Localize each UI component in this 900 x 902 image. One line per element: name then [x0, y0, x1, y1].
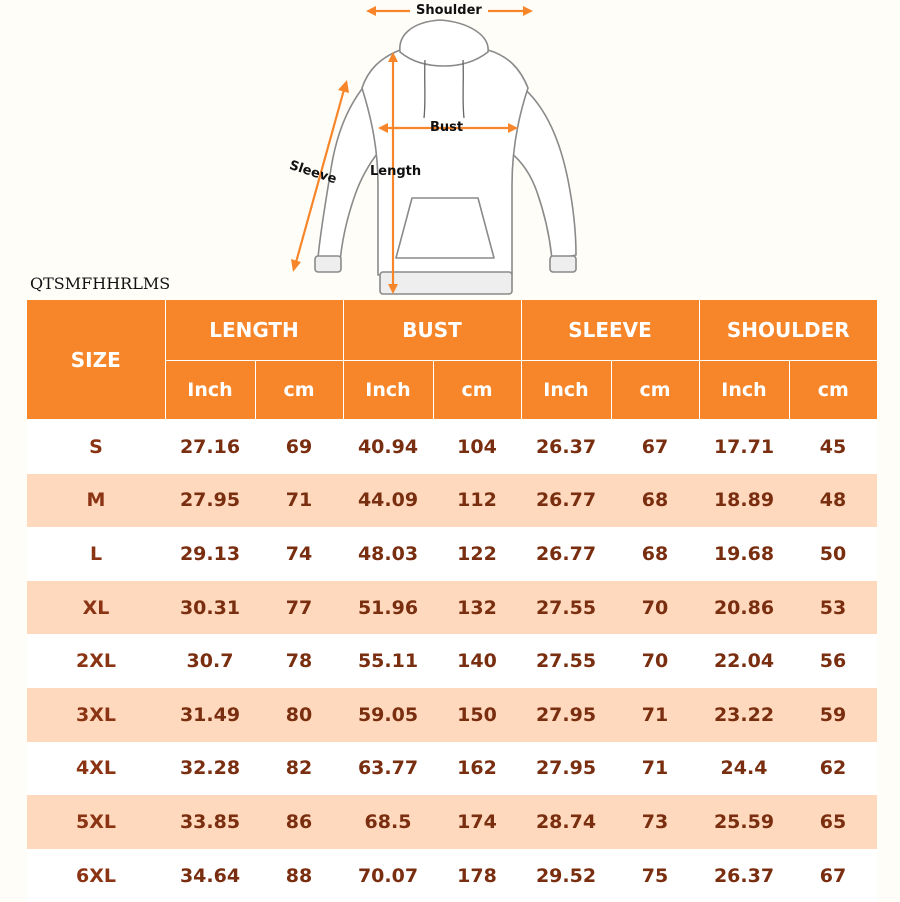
sleeve-arrow-head-top	[338, 80, 349, 93]
measurement-cell: 45	[789, 420, 877, 474]
hoodie-waistband	[380, 272, 512, 294]
measurement-cell: 104	[433, 420, 521, 474]
measurement-cell: 174	[433, 795, 521, 849]
measurement-cell: 67	[789, 849, 877, 902]
measurement-cell: 51.96	[343, 581, 433, 635]
measurement-cell: 28.74	[521, 795, 611, 849]
measurement-cell: 150	[433, 688, 521, 742]
measurement-cell: 27.55	[521, 634, 611, 688]
measurement-cell: 26.37	[699, 849, 789, 902]
measurement-cell: 24.4	[699, 742, 789, 796]
hoodie-left-cuff	[315, 256, 341, 272]
measurement-cell: 69	[255, 420, 343, 474]
hoodie-hood	[400, 20, 488, 66]
measurement-cell: 75	[611, 849, 699, 902]
measurement-cell: 71	[255, 474, 343, 528]
measurement-cell: 27.95	[165, 474, 255, 528]
measurement-cell: 74	[255, 527, 343, 581]
shoulder-label: Shoulder	[410, 3, 488, 18]
measurement-cell: 27.95	[521, 688, 611, 742]
measurement-cell: 132	[433, 581, 521, 635]
size-cell: 4XL	[27, 742, 165, 796]
measurement-cell: 27.16	[165, 420, 255, 474]
measurement-cell: 71	[611, 742, 699, 796]
measurement-cell: 29.52	[521, 849, 611, 902]
measurement-cell: 63.77	[343, 742, 433, 796]
measurement-cell: 17.71	[699, 420, 789, 474]
unit-header: Inch	[165, 361, 255, 420]
measurement-cell: 59.05	[343, 688, 433, 742]
measurement-cell: 68.5	[343, 795, 433, 849]
measurement-cell: 65	[789, 795, 877, 849]
size-chart-table	[27, 300, 877, 902]
measurement-cell: 48.03	[343, 527, 433, 581]
table-row	[27, 581, 877, 635]
size-cell: 5XL	[27, 795, 165, 849]
table-row	[27, 634, 877, 688]
unit-header: cm	[789, 361, 877, 420]
measurement-cell: 73	[611, 795, 699, 849]
shoulder-group-header: SHOULDER	[699, 300, 877, 361]
table-row	[27, 742, 877, 796]
measurement-cell: 178	[433, 849, 521, 902]
size-cell: 2XL	[27, 634, 165, 688]
shoulder-arrow-head-right	[523, 6, 533, 16]
unit-header: Inch	[699, 361, 789, 420]
size-cell: XL	[27, 581, 165, 635]
unit-header: cm	[433, 361, 521, 420]
measurement-cell: 122	[433, 527, 521, 581]
table-row	[27, 527, 877, 581]
model-code: QTSMFHHRLMS	[30, 274, 170, 293]
table-row	[27, 849, 877, 902]
measurement-cell: 59	[789, 688, 877, 742]
unit-header: Inch	[343, 361, 433, 420]
size-column-header: SIZE	[27, 300, 165, 420]
measurement-cell: 82	[255, 742, 343, 796]
unit-header: Inch	[521, 361, 611, 420]
length-group-header: LENGTH	[165, 300, 343, 361]
length-label: Length	[370, 164, 421, 179]
sleeve-label: Sleeve	[287, 158, 338, 187]
measurement-cell: 70	[611, 634, 699, 688]
table-row	[27, 420, 877, 474]
shoulder-arrow-head-left	[366, 6, 376, 16]
measurement-cell: 30.7	[165, 634, 255, 688]
bust-label: Bust	[430, 120, 463, 135]
measurement-cell: 70	[611, 581, 699, 635]
measurement-cell: 18.89	[699, 474, 789, 528]
measurement-cell: 19.68	[699, 527, 789, 581]
measurement-cell: 34.64	[165, 849, 255, 902]
measurement-cell: 26.77	[521, 474, 611, 528]
hoodie-pocket	[396, 198, 494, 258]
measurement-cell: 68	[611, 527, 699, 581]
size-cell: S	[27, 420, 165, 474]
measurement-cell: 26.37	[521, 420, 611, 474]
measurement-cell: 27.55	[521, 581, 611, 635]
measurement-cell: 88	[255, 849, 343, 902]
measurement-cell: 33.85	[165, 795, 255, 849]
measurement-cell: 40.94	[343, 420, 433, 474]
measurement-cell: 68	[611, 474, 699, 528]
measurement-cell: 62	[789, 742, 877, 796]
measurement-cell: 27.95	[521, 742, 611, 796]
measurement-cell: 31.49	[165, 688, 255, 742]
unit-header: cm	[611, 361, 699, 420]
measurement-cell: 80	[255, 688, 343, 742]
measurement-cell: 30.31	[165, 581, 255, 635]
measurement-cell: 67	[611, 420, 699, 474]
size-cell: L	[27, 527, 165, 581]
measurement-cell: 71	[611, 688, 699, 742]
measurement-cell: 53	[789, 581, 877, 635]
size-table-body	[27, 420, 877, 902]
measurement-cell: 86	[255, 795, 343, 849]
measurement-cell: 55.11	[343, 634, 433, 688]
measurement-cell: 56	[789, 634, 877, 688]
measurement-cell: 20.86	[699, 581, 789, 635]
measurement-cell: 112	[433, 474, 521, 528]
unit-header: cm	[255, 361, 343, 420]
measurement-cell: 78	[255, 634, 343, 688]
sleeve-group-header: SLEEVE	[521, 300, 699, 361]
measurement-cell: 23.22	[699, 688, 789, 742]
measurement-cell: 70.07	[343, 849, 433, 902]
table-row	[27, 688, 877, 742]
size-cell: M	[27, 474, 165, 528]
measurement-cell: 140	[433, 634, 521, 688]
measurement-cell: 29.13	[165, 527, 255, 581]
measurement-cell: 162	[433, 742, 521, 796]
measurement-cell: 32.28	[165, 742, 255, 796]
table-row	[27, 474, 877, 528]
hoodie-right-cuff	[550, 256, 576, 272]
measurement-cell: 44.09	[343, 474, 433, 528]
bust-group-header: BUST	[343, 300, 521, 361]
measurement-cell: 50	[789, 527, 877, 581]
measurement-cell: 77	[255, 581, 343, 635]
sleeve-arrow-head-bottom	[291, 259, 301, 272]
measurement-cell: 26.77	[521, 527, 611, 581]
size-cell: 6XL	[27, 849, 165, 902]
measurement-cell: 48	[789, 474, 877, 528]
measurement-cell: 22.04	[699, 634, 789, 688]
table-row	[27, 795, 877, 849]
measurement-cell: 25.59	[699, 795, 789, 849]
hoodie-illustration	[270, 0, 630, 300]
size-cell: 3XL	[27, 688, 165, 742]
